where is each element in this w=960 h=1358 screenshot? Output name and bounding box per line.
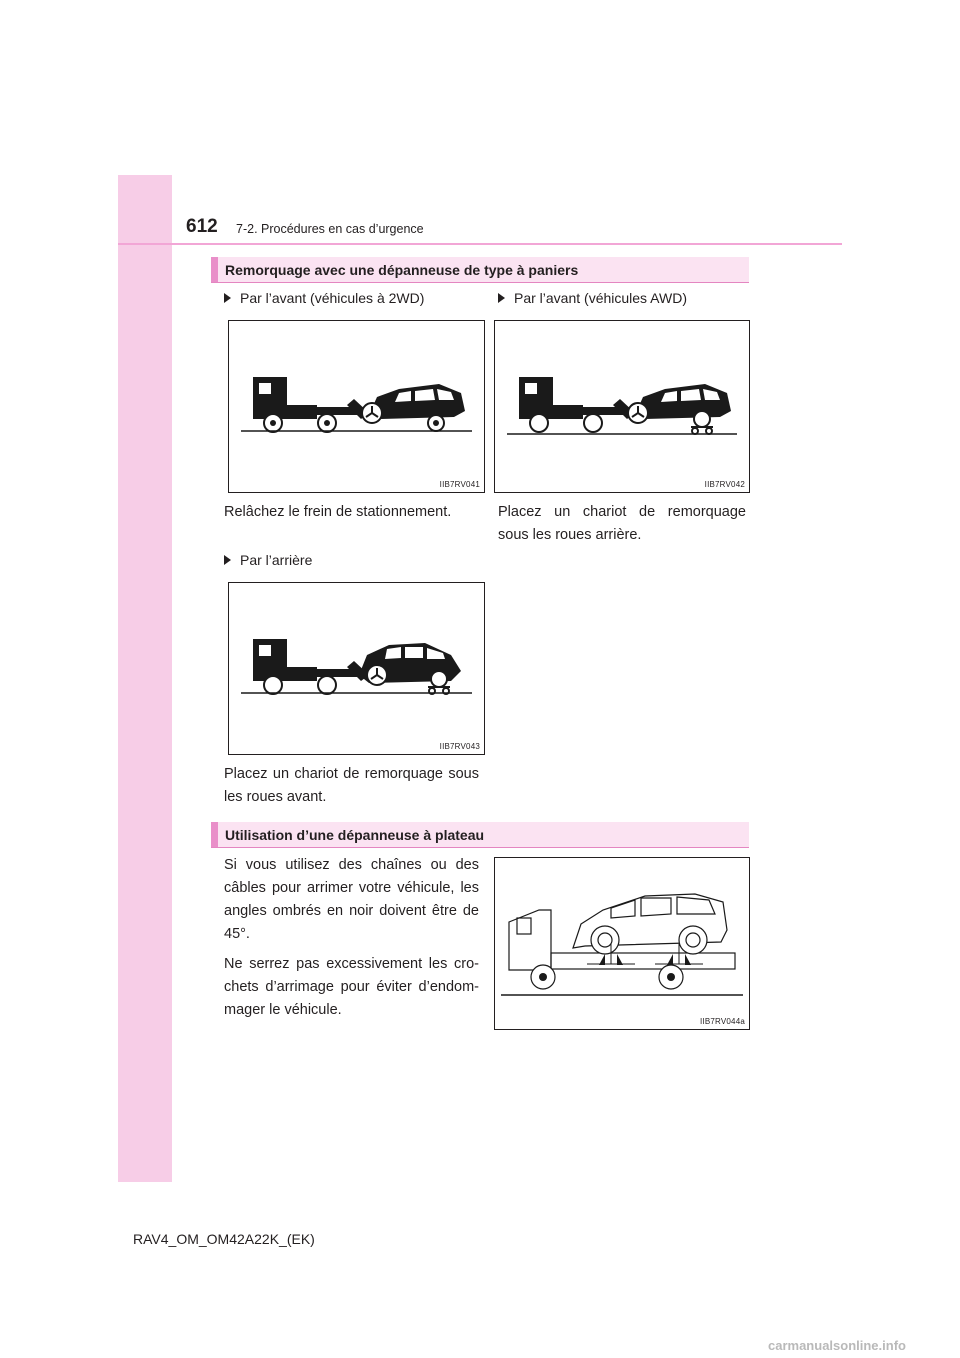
page-number: 612 [186, 216, 218, 237]
figure-code: IIB7RV041 [439, 480, 480, 489]
figure-code: IIB7RV044a [700, 1017, 745, 1026]
sub-label-front-awd [498, 290, 687, 306]
tow-truck-rear-illustration [229, 583, 484, 754]
figure-tow-front-2wd [228, 320, 485, 493]
figure-tow-rear [228, 582, 485, 755]
sub-label-rear [224, 552, 312, 568]
tow-truck-awd-illustration [495, 321, 749, 492]
paragraph: Ne serrez pas excessivement les crochets d’arrimage pour éviter d’endommager le véhicule. [224, 956, 479, 1018]
section-title: Remorquage avec une dépanneuse de type à paniers [225, 262, 579, 278]
flatbed-truck-illustration [495, 858, 749, 1029]
sidebar-tab [118, 175, 172, 1182]
figure-flatbed [494, 857, 750, 1030]
document-code: RAV4_OM_OM42A22K_(EK) [133, 1231, 315, 1247]
sub-label-text: Par l’avant (véhicules AWD) [514, 290, 687, 306]
caption-front-awd: Placez un chariot de remorquage sous les roues arrière. [498, 504, 746, 543]
chapter-title: 7-2. Procédures en cas d’urgence [236, 222, 424, 236]
section-title: Utilisation d’une dépanneuse à plateau [225, 827, 485, 843]
tow-truck-2wd-illustration [229, 321, 484, 492]
triangle-bullet-icon [224, 293, 231, 303]
sub-label-front-2wd [224, 290, 424, 306]
section-heading-basket-tow [211, 257, 749, 283]
flatbed-instructions [224, 854, 479, 1029]
figure-code: IIB7RV042 [704, 480, 745, 489]
section-heading-flatbed [211, 822, 749, 848]
caption-front-2wd: Relâchez le frein de stationnement. [224, 504, 452, 520]
triangle-bullet-icon [498, 293, 505, 303]
sub-label-text: Par l’avant (véhicules à 2WD) [240, 290, 425, 306]
header-rule [118, 243, 842, 245]
figure-tow-front-awd [494, 320, 750, 493]
paragraph: Si vous utilisez des chaînes ou des câbles pour arrimer votre véhicule, les angles ombrés en noir doivent être de 45°. [224, 857, 479, 942]
sub-label-text: Par l’arrière [240, 552, 313, 568]
watermark: carmanualsonline.info [768, 1338, 906, 1353]
triangle-bullet-icon [224, 555, 231, 565]
figure-code: IIB7RV043 [439, 742, 480, 751]
caption-rear: Placez un chariot de remorquage sous les roues avant. [224, 766, 479, 805]
